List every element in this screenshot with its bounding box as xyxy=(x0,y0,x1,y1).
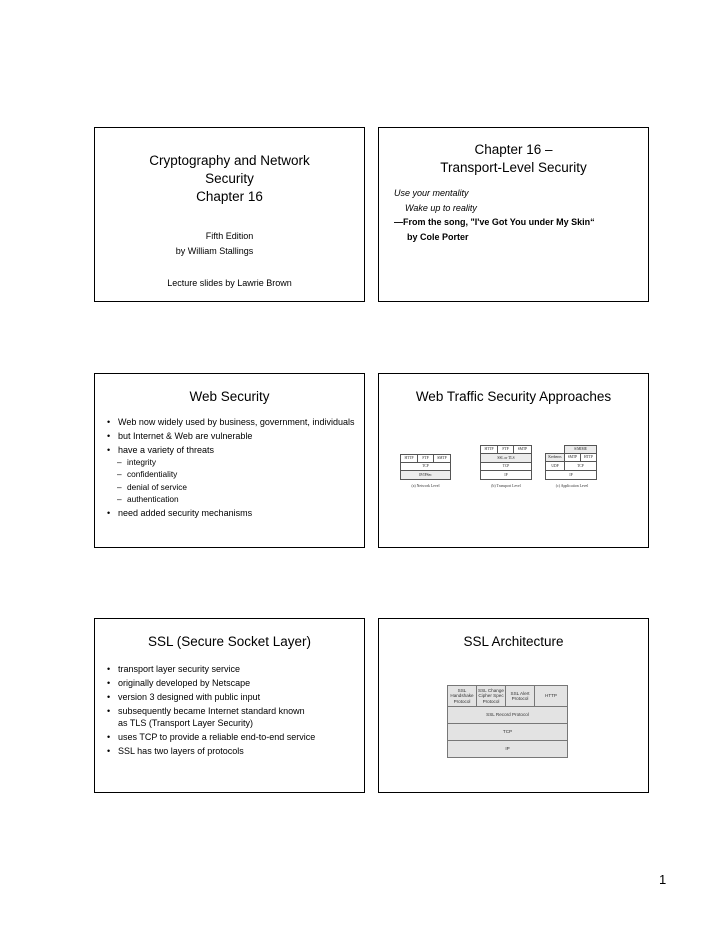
stack-cell: HTTP xyxy=(580,453,597,462)
bullet-list xyxy=(107,663,357,759)
stack-cell: HTTP xyxy=(534,685,568,707)
page-number: 1 xyxy=(659,872,667,887)
slide-heading: Web Security xyxy=(189,389,270,404)
sub-list-item: – integrity xyxy=(107,456,357,468)
slide-ssl-architecture xyxy=(378,618,649,793)
quote-line: Wake up to reality xyxy=(405,202,477,213)
list-item: • SSL has two layers of protocols xyxy=(107,745,357,757)
stack-cell: IP xyxy=(447,740,568,758)
stack-cell: SSL Change Cipher Spec Protocol xyxy=(476,685,506,707)
stack-cell: FTP xyxy=(497,445,514,454)
stack-cell: S/MIME xyxy=(564,445,597,454)
sub-list-item: – authentication xyxy=(107,493,357,505)
credit-text: Lecture slides by Lawrie Brown xyxy=(167,278,292,288)
slide-title-heading: Cryptography and Network Security Chapter 16 xyxy=(149,153,310,204)
stack-cell: FTP xyxy=(417,454,434,463)
slide-web-security xyxy=(94,373,365,548)
author-text: by William Stallings xyxy=(175,246,254,256)
stack-cell: SMTP xyxy=(433,454,451,463)
slide-ssl xyxy=(94,618,365,793)
list-item: • Web now widely used by business, government, individuals xyxy=(107,416,357,428)
list-item: • subsequently became Internet standard known as TLS (Transport Layer Security) xyxy=(107,705,308,729)
edition-text: Fifth Edition xyxy=(205,231,254,241)
sub-list-item: – denial of service xyxy=(107,481,357,493)
slide-heading: Chapter 16 – Transport-Level Security xyxy=(440,142,587,175)
stack-cell: SMTP xyxy=(513,445,532,454)
stack-cell: IP xyxy=(545,470,597,480)
list-item: • originally developed by Netscape xyxy=(107,677,357,689)
list-item: • uses TCP to provide a reliable end-to-end service xyxy=(107,731,318,743)
stack-cell: TCP xyxy=(400,462,451,471)
list-item: • version 3 designed with public input xyxy=(107,691,357,703)
stack-cell: TCP xyxy=(480,462,532,471)
stack-cell: SSL or TLS xyxy=(480,453,532,463)
list-item: • need added security mechanisms xyxy=(107,507,357,519)
sub-list-item: – confidentiality xyxy=(107,468,357,480)
slide-heading: Web Traffic Security Approaches xyxy=(415,389,612,404)
slide-heading: SSL Architecture xyxy=(463,634,564,649)
stack-cell: Kerberos xyxy=(545,453,565,462)
stack-cell: UDP xyxy=(545,461,565,471)
bullet-list xyxy=(107,416,357,521)
diagram-caption: (c) Application Level xyxy=(555,484,589,488)
list-item: • but Internet & Web are vulnerable xyxy=(107,430,357,442)
slide-web-traffic xyxy=(378,373,649,548)
stack-cell: SSL Alert Protocol xyxy=(505,685,535,707)
stack-cell: HTTP xyxy=(400,454,418,463)
stack-cell: TCP xyxy=(447,723,568,741)
quote-line: Use your mentality xyxy=(394,188,469,198)
slide-title xyxy=(94,127,365,302)
ssl-architecture-diagram xyxy=(447,685,568,758)
protocol-stack-diagram xyxy=(379,374,649,548)
diagram-caption: (a) Network Level xyxy=(411,484,440,488)
stack-cell: IP xyxy=(480,470,532,480)
diagram-caption: (b) Transport Level xyxy=(491,484,521,488)
stack-cell: IP/IPSec xyxy=(400,470,451,480)
stack-cell: HTTP xyxy=(480,445,498,454)
slide-chapter-intro xyxy=(378,127,649,302)
stack-cell: SMTP xyxy=(564,453,581,462)
stack-cell: SSL Handshake Protocol xyxy=(447,685,477,707)
list-item: • have a variety of threats xyxy=(107,444,357,456)
song-quote xyxy=(394,186,644,244)
stack-cell: TCP xyxy=(564,461,597,471)
slide-heading: SSL (Secure Socket Layer) xyxy=(147,634,312,649)
quote-attribution: by Cole Porter xyxy=(407,231,469,242)
stack-cell: SSL Record Protocol xyxy=(447,706,568,724)
list-item: • transport layer security service xyxy=(107,663,357,675)
quote-attribution: —From the song, "I've Got You under My Skin“ xyxy=(394,217,595,227)
